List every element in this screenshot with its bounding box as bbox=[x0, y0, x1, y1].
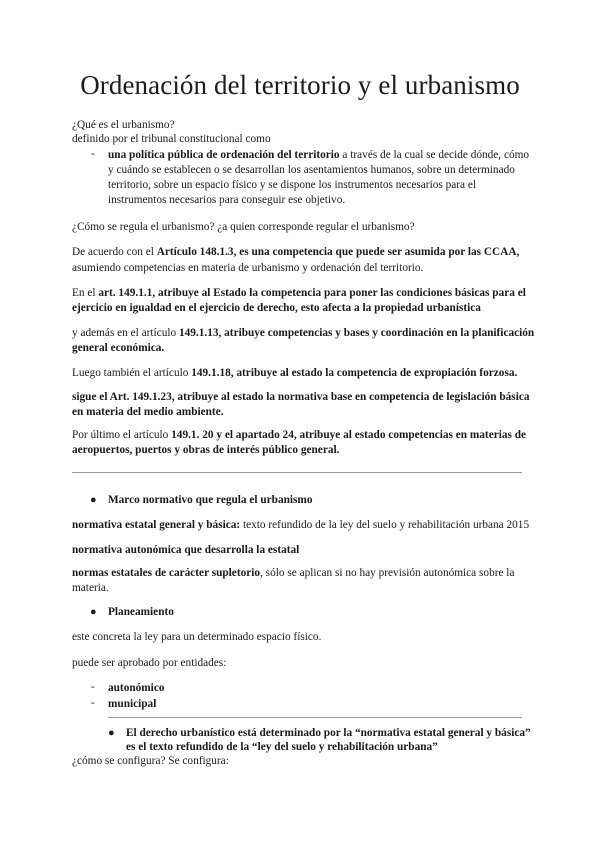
definition-bullet-line-2: y cuándo se establecen o se desarrollan los asentamientos humanos, sobre un determinado bbox=[108, 164, 515, 176]
p1-bold: Artículo 148.1.3, es una competencia que puede ser asumida por las CCAA, bbox=[156, 246, 520, 258]
paragraph-149-1-1-line-1 bbox=[72, 286, 526, 301]
question-what-is-urbanism: ¿Qué es el urbanismo? bbox=[72, 119, 175, 131]
dash-bullet-marker: - bbox=[91, 697, 95, 709]
definition-bold: una política pública de ordenación del territorio bbox=[108, 149, 340, 161]
normas-supletorias-line-1 bbox=[72, 566, 514, 581]
derecho-urbanistico-line-1: El derecho urbanístico está determinado por la “normativa estatal general y básica” bbox=[126, 727, 531, 739]
paragraph-149-1-20-line-1 bbox=[72, 428, 526, 443]
como-se-configura: ¿cómo se configura? Se configura: bbox=[72, 755, 229, 767]
normas-supletorias-line-2: materia. bbox=[72, 582, 109, 594]
paragraph-149-1-1-line-2: ejercicio en igualdad en el ejercicio de derecho, esto afecta a la propiedad urbanística bbox=[72, 302, 481, 314]
planeamiento-text: este concreta la ley para un determinado espacio físico. bbox=[72, 631, 322, 643]
derecho-urbanistico-line-2: es el texto refundido de la “ley del suelo y rehabilitación urbana” bbox=[126, 741, 438, 753]
p4-lead: Luego también el artículo bbox=[72, 367, 192, 379]
p6-bold: 149.1. 20 y el apartado 24, atribuye al estado competencias en materias de bbox=[171, 429, 527, 441]
definition-bullet-line-4: instrumentos necesarios para conseguir ese objetivo. bbox=[108, 194, 346, 206]
normativa-estatal-text: texto refundido de la ley del suelo y rehabilitación urbana 2015 bbox=[240, 519, 530, 531]
definition-intro: definido por el tribunal constitucional como bbox=[72, 133, 271, 145]
normas-supletorias-text: , sólo se aplican si no hay previsión autonómica sobre la bbox=[260, 567, 515, 579]
bullet-dot-icon: ● bbox=[108, 727, 115, 739]
p3-bold: 149.1.13, atribuye competencias y bases y coordinación en la planificación bbox=[178, 327, 535, 339]
page-title: Ordenación del territorio y el urbanismo bbox=[80, 70, 520, 100]
question-regulation: ¿Cómo se regula el urbanismo? ¿a quien corresponde regular el urbanismo? bbox=[72, 221, 415, 233]
paragraph-148-line-1 bbox=[72, 245, 519, 260]
paragraph-149-1-20-line-2: aeropuertos, puertos y obras de interés público general. bbox=[72, 444, 340, 456]
p4-bold: 149.1.18, atribuye al estado la competencia de expropiación forzosa. bbox=[191, 367, 518, 379]
horizontal-divider bbox=[72, 472, 522, 473]
horizontal-divider-short bbox=[108, 717, 522, 718]
heading-planeamiento: Planeamiento bbox=[108, 606, 174, 618]
paragraph-149-1-13-line-2: general económica. bbox=[72, 342, 165, 354]
p3-lead: y además en el artículo bbox=[72, 327, 179, 339]
p2-bold: art. 149.1.1, atribuye al Estado la competencia para poner las condiciones básicas para el bbox=[98, 287, 526, 299]
aprobado-por-text: puede ser aprobado por entidades: bbox=[72, 657, 227, 669]
paragraph-149-1-23-line-2: en materia del medio ambiente. bbox=[72, 406, 224, 418]
normativa-autonomica-line: normativa autonómica que desarrolla la estatal bbox=[72, 544, 300, 556]
p1-lead: De acuerdo con el bbox=[72, 246, 157, 258]
bullet-dot-icon: ● bbox=[90, 606, 97, 618]
list-item-autonomico: autonómico bbox=[108, 682, 165, 694]
p6-lead: Por último el artículo bbox=[72, 429, 172, 441]
dash-bullet-marker: - bbox=[91, 148, 95, 160]
paragraph-149-1-18 bbox=[72, 366, 517, 381]
dash-bullet-marker: - bbox=[91, 681, 95, 693]
paragraph-148-line-2: asumiendo competencias en materia de urbanismo y ordenación del territorio. bbox=[72, 262, 424, 274]
definition-text: a través de la cual se decide dónde, cómo bbox=[339, 149, 530, 161]
heading-marco-normativo: Marco normativo que regula el urbanismo bbox=[108, 494, 313, 506]
normativa-estatal-label: normativa estatal general y básica: bbox=[72, 519, 241, 531]
bullet-dot-icon: ● bbox=[90, 494, 97, 506]
p2-lead: En el bbox=[72, 287, 99, 299]
definition-bullet-line-1 bbox=[108, 148, 529, 163]
paragraph-149-1-23-line-1: sigue el Art. 149.1.23, atribuye al estado la normativa base en competencia de legislación básica bbox=[72, 391, 530, 403]
definition-bullet-line-3: territorio, sobre un espacio físico y se dispone los instrumentos necesarios para el bbox=[108, 179, 476, 191]
list-item-municipal: municipal bbox=[108, 698, 157, 710]
paragraph-149-1-13-line-1 bbox=[72, 326, 534, 341]
normas-supletorias-label: normas estatales de carácter supletorio bbox=[72, 567, 261, 579]
normativa-estatal-line bbox=[72, 518, 529, 533]
